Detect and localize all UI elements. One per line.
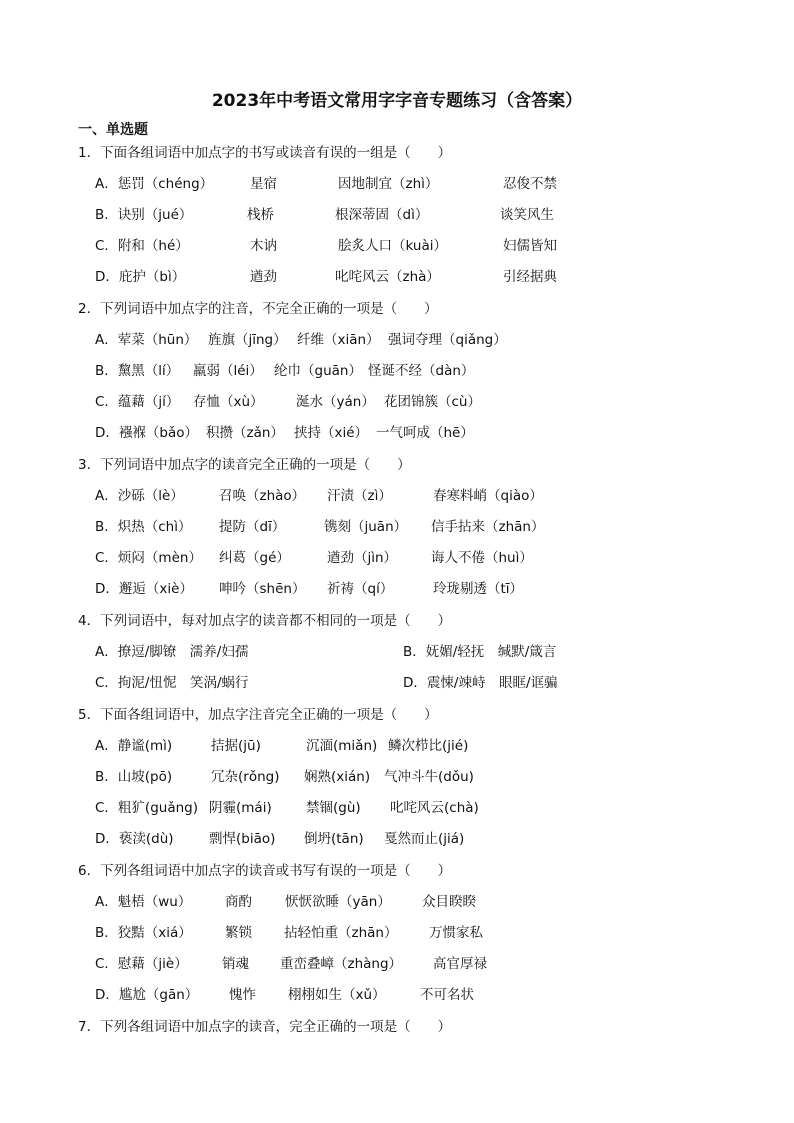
option-item: 春寒料峭（qiào） [433, 488, 543, 504]
option-item: 祈祷（qí） [327, 581, 394, 597]
option-item: 商酌 [225, 894, 252, 910]
option-item: 鳞次栉比(jié) [388, 738, 469, 754]
option-item: 愧怍 [229, 987, 256, 1003]
question-stem: 6．下列各组词语中加点字的读音或书写有误的一项是（ ） [78, 863, 452, 879]
option-item: 重峦叠嶂（zhàng） [280, 956, 403, 972]
option-item: 遒劲 [250, 269, 277, 285]
option-item: 万惯家私 [429, 925, 483, 941]
question-stem: 3．下列词语中加点字的读音完全正确的一项是（ ） [78, 457, 411, 473]
option-item: 汗渍（zì） [327, 488, 392, 504]
option-row [0, 204, 794, 226]
option-item: 纶巾（guān） [274, 363, 362, 379]
option-item: 倒坍(tān) [304, 831, 364, 847]
option-item: D．庇护（bì） [95, 269, 186, 285]
option-item: B．黧黑（lí） [95, 363, 180, 379]
option-item: 销魂 [222, 956, 249, 972]
option-item: 繁锁 [225, 925, 252, 941]
option-item: 花团锦簇（cù） [384, 394, 481, 410]
option-row [0, 485, 794, 507]
option-item: 众目睽睽 [422, 894, 476, 910]
option-item: D．襁褓（bǎo） [95, 425, 198, 441]
option-item: 栈桥 [247, 207, 274, 223]
option-item: 因地制宜（zhì） [338, 176, 439, 192]
option-item: 恹恹欲睡（yān） [285, 894, 391, 910]
option-item: 叱咤风云(chà) [390, 800, 479, 816]
option-item: A．撩逗/脚镣 濡养/妇孺 [95, 644, 249, 660]
option-item: 纠葛（gé） [219, 550, 290, 566]
option-item: 涎水（yán） [296, 394, 375, 410]
option-row [0, 891, 794, 913]
option-row [0, 578, 794, 600]
option-row [0, 828, 794, 850]
question-stem: 1．下面各组词语中加点字的书写或读音有误的一组是（ ） [78, 145, 452, 161]
option-row [0, 360, 794, 382]
option-item: 娴熟(xián) [304, 769, 371, 785]
option-item: A．沙砾（lè） [95, 488, 184, 504]
option-item: 高官厚禄 [433, 956, 487, 972]
option-item: C．烦闷（mèn） [95, 550, 202, 566]
question-stem: 4．下列词语中，每对加点字的读音都不相同的一项是（ ） [78, 613, 452, 629]
option-row [0, 672, 794, 694]
option-item: A．惩罚（chéng） [95, 176, 214, 192]
option-item: 遒劲（jìn） [327, 550, 398, 566]
option-item: 叱咤风云（zhà） [335, 269, 440, 285]
option-row [0, 984, 794, 1006]
option-item: 强词夺理（qiǎng） [388, 332, 507, 348]
option-row [0, 953, 794, 975]
option-row [0, 922, 794, 944]
option-item: C．粗犷(guǎng) [95, 800, 198, 816]
option-item: 谈笑风生 [500, 207, 554, 223]
question-stem: 2．下列词语中加点字的注音，不完全正确的一项是（ ） [78, 301, 438, 317]
option-item: 戛然而止(jiá) [384, 831, 465, 847]
option-item: B．狡黠（xiá） [95, 925, 192, 941]
option-row [0, 266, 794, 288]
option-item: 脍炙人口（kuài） [338, 238, 447, 254]
option-item: 提防（dī） [219, 519, 286, 535]
option-item: 信手拈来（zhān） [431, 519, 545, 535]
option-item: 积攒（zǎn） [206, 425, 284, 441]
option-row [0, 329, 794, 351]
option-item: 沉湎(miǎn) [306, 738, 378, 754]
question-stem: 7．下列各组词语中加点字的读音，完全正确的一项是（ ） [78, 1019, 452, 1035]
option-row [0, 641, 794, 663]
option-item: C．附和（hé） [95, 238, 189, 254]
option-item: 禁锢(gù) [306, 800, 361, 816]
option-item: 忍俊不禁 [503, 176, 557, 192]
option-item: 怪诞不经（dàn） [368, 363, 475, 379]
option-item: 拮据(jū) [211, 738, 261, 754]
option-item: 剽悍(biāo) [209, 831, 276, 847]
option-item: 木讷 [250, 238, 277, 254]
option-item: 拈轻怕重（zhān） [284, 925, 398, 941]
option-item: C．拘泥/忸怩 笑涡/蜗行 [95, 675, 249, 691]
option-row [0, 422, 794, 444]
option-item: D．亵渎(dù) [95, 831, 174, 847]
option-row [0, 173, 794, 195]
option-item: 诲人不倦（huì） [431, 550, 533, 566]
option-item: 一气呵成（hē） [376, 425, 474, 441]
option-row [0, 735, 794, 757]
option-item: B．炽热（chì） [95, 519, 192, 535]
option-item: B．山坡(pō) [95, 769, 173, 785]
option-item: 镌刻（juān） [324, 519, 408, 535]
option-row [0, 797, 794, 819]
question-stem: 5．下面各组词语中，加点字注音完全正确的一项是（ ） [78, 707, 438, 723]
option-item: 旌旗（jīng） [208, 332, 287, 348]
option-item: A．荤菜（hūn） [95, 332, 198, 348]
option-row [0, 516, 794, 538]
document-title: 2023年中考语文常用字字音专题练习（含答案） [211, 91, 583, 111]
option-item: 妇儒皆知 [503, 238, 557, 254]
option-item: 气冲斗牛(dǒu) [384, 769, 474, 785]
option-item: 存恤（xù） [193, 394, 264, 410]
option-item: D．震悚/竦峙 眼眶/诓骗 [403, 675, 558, 691]
option-item: 星宿 [250, 176, 277, 192]
option-item: 栩栩如生（xǔ） [288, 987, 386, 1003]
option-item: 引经据典 [503, 269, 557, 285]
option-item: 根深蒂固（dì） [335, 207, 429, 223]
option-item: B．妩媚/轻抚 缄默/箴言 [403, 644, 557, 660]
option-item: 羸弱（léi） [193, 363, 263, 379]
option-item: D．尴尬（gān） [95, 987, 199, 1003]
option-row [0, 766, 794, 788]
option-item: 冗杂(rǒng) [211, 769, 280, 785]
option-item: 召唤（zhào） [219, 488, 306, 504]
option-item: 呻吟（shēn） [219, 581, 306, 597]
option-row [0, 235, 794, 257]
option-row [0, 391, 794, 413]
option-item: C．蕴藉（jí） [95, 394, 180, 410]
section-heading: 一、单选题 [78, 122, 148, 138]
option-item: A．静谧(mì) [95, 738, 173, 754]
option-item: B．诀别（jué） [95, 207, 193, 223]
option-item: A．魁梧（wu） [95, 894, 192, 910]
option-item: 阴霾(mái) [209, 800, 272, 816]
option-item: D．邂逅（xiè） [95, 581, 193, 597]
option-item: 玲珑剔透（tī） [433, 581, 524, 597]
option-item: 不可名状 [420, 987, 474, 1003]
option-row [0, 547, 794, 569]
option-item: 纤维（xiān） [297, 332, 380, 348]
option-item: C．慰藉（jiè） [95, 956, 188, 972]
option-item: 挟持（xié） [294, 425, 369, 441]
